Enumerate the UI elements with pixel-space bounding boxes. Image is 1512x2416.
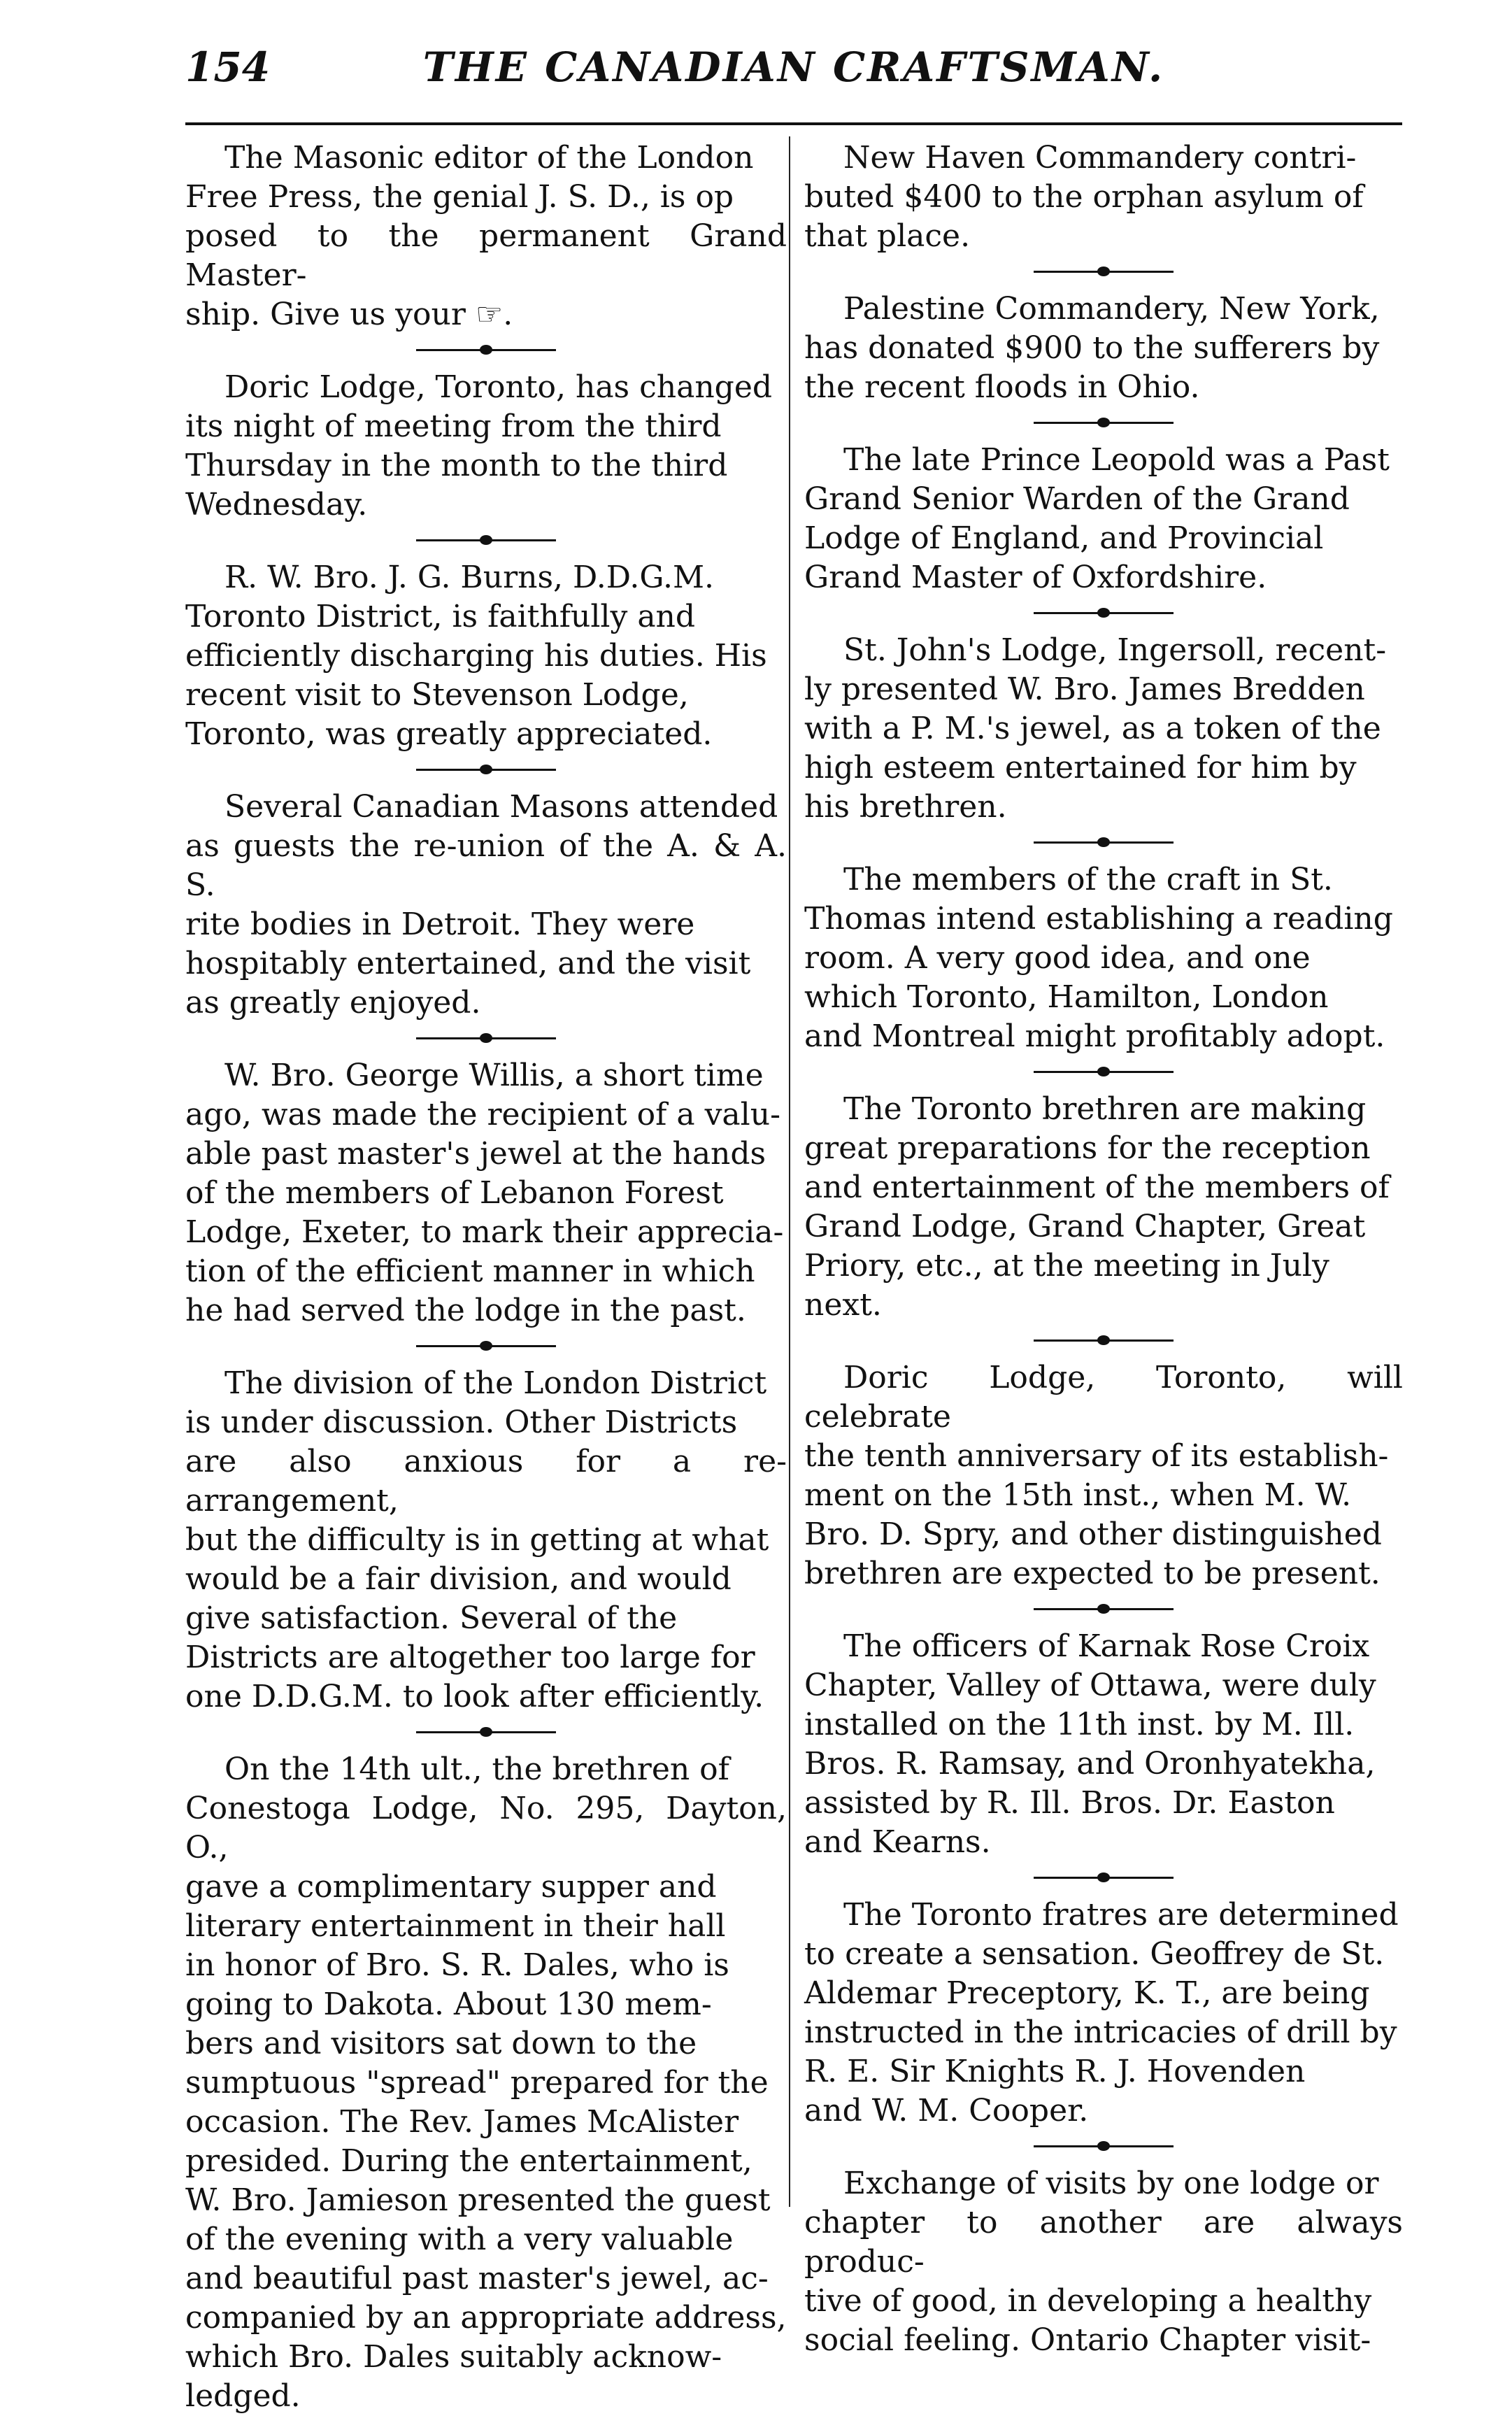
paragraph-new-haven: New Haven Commandery contri- buted $400 to the orphan asylum of that place. [804, 140, 1364, 254]
separator [416, 530, 556, 550]
page-number: 154 [185, 43, 271, 91]
paragraph-london-district: The division of the London District is under discussion. Other Districts are also anxious for a re-arrangement, but the difficulty is in getting at what would be a fair division, and would give satisfaction. Several of the Districts are altogether too large for one D.D.G.M. to look after efficiently. [185, 1365, 787, 1714]
paragraph-prince-leopold: The late Prince Leopold was a Past Grand Senior Warden of the Grand Lodge of England, and Provincial Grand Master of Oxfordshire. [804, 442, 1390, 595]
left-column [185, 138, 787, 2414]
separator [1034, 603, 1174, 623]
paragraph-george-willis: W. Bro. George Willis, a short time ago, was made the recipient of a valu- able past master's jewel at the hands of the members of Lebanon Forest Lodge, Exeter, to mark their apprecia- tion of the efficient manner in which he had served the lodge in the past. [185, 1058, 784, 1328]
paragraph-palestine: Palestine Commandery, New York, has donated $900 to the sufferers by the recent floods in Ohio. [804, 291, 1380, 405]
separator [416, 1028, 556, 1048]
paragraph-doric-anniversary: Doric Lodge, Toronto, will celebrate the tenth anniversary of its establish- ment on the 15th inst., when M. W. Bro. D. Spry, and other distinguished brethren are expected to be present. [804, 1360, 1403, 1591]
page-header [185, 43, 1402, 120]
paragraph-toronto-preparations: The Toronto brethren are making great preparations for the reception and entertainment of the members of Grand Lodge, Grand Chapter, Great Priory, etc., at the meeting in July next. [804, 1091, 1390, 1323]
header-rule [185, 122, 1402, 125]
paragraph-conestoga-lodge: On the 14th ult., the brethren of Conestoga Lodge, No. 295, Dayton, O., gave a complimentary supper and literary entertainment in their hall in honor of Bro. S. R. Dales, who is going to Dakota. About 130 mem- bers and visitors sat down to the sumptuous "spread" prepared for the occasion. The Rev. James McAlister presided. During the entertainment, W. Bro. Jamieson presented the guest of the evening with a very valuable and beautiful past master's jewel, ac- companied by an appropriate address, which Bro. Dales suitably acknow- ledged. [185, 1751, 787, 2414]
separator [1034, 262, 1174, 281]
column-divider [789, 136, 790, 2207]
separator [1034, 1599, 1174, 1619]
right-column [804, 138, 1403, 2358]
paragraph-burns: R. W. Bro. J. G. Burns, D.D.G.M. Toronto District, is faithfully and efficiently discharging his duties. His recent visit to Stevenson Lodge, Toronto, was greatly appreciated. [185, 560, 767, 752]
running-title: THE CANADIAN CRAFTSMAN. [422, 43, 1165, 91]
paragraph-masonic-editor: The Masonic editor of the London Free Press, the genial J. S. D., is op posed to the permanent Grand Master- ship. Give us your ☞. [185, 140, 787, 332]
paragraph-st-johns-lodge: St. John's Lodge, Ingersoll, recent- ly presented W. Bro. James Bredden with a P. M.'s jewel, as a token of the high esteem entertained for him by his brethren. [804, 632, 1387, 825]
paragraph-st-thomas: The members of the craft in St. Thomas intend establishing a reading room. A very good idea, and one which Toronto, Hamilton, London and Montreal might profitably adopt. [804, 862, 1393, 1054]
paragraph-detroit-reunion: Several Canadian Masons attended as guests the re-union of the A. & A. S. rite bodies in Detroit. They were hospitably entertained, and the visit as greatly enjoyed. [185, 789, 787, 1021]
paragraph-exchange-of-visits: Exchange of visits by one lodge or chapter to another are always produc- tive of good, in developing a healthy social feeling. Ontario Chapter visit- [804, 2166, 1403, 2358]
separator [1034, 2136, 1174, 2156]
paragraph-karnak-rose-croix: The officers of Karnak Rose Croix Chapter, Valley of Ottawa, were duly installed on the 11th inst. by M. Ill. Bros. R. Ramsay, and Oronhyatekha, assisted by R. Ill. Bros. Dr. Easton and Kearns. [804, 1628, 1376, 1860]
separator [416, 340, 556, 360]
paragraph-toronto-fratres: The Toronto fratres are determined to create a sensation. Geoffrey de St. Aldemar Preceptory, K. T., are being instructed in the intricacies of drill by R. E. Sir Knights R. J. Hovenden and W. M. Cooper. [804, 1897, 1399, 2129]
separator [416, 1336, 556, 1356]
separator [1034, 1330, 1174, 1350]
paragraph-doric-lodge-meeting: Doric Lodge, Toronto, has changed its night of meeting from the third Thursday in the month to the third Wednesday. [185, 369, 773, 523]
separator [1034, 1062, 1174, 1081]
separator [416, 760, 556, 779]
separator [1034, 832, 1174, 852]
separator [416, 1722, 556, 1742]
separator [1034, 413, 1174, 432]
separator [1034, 1868, 1174, 1887]
